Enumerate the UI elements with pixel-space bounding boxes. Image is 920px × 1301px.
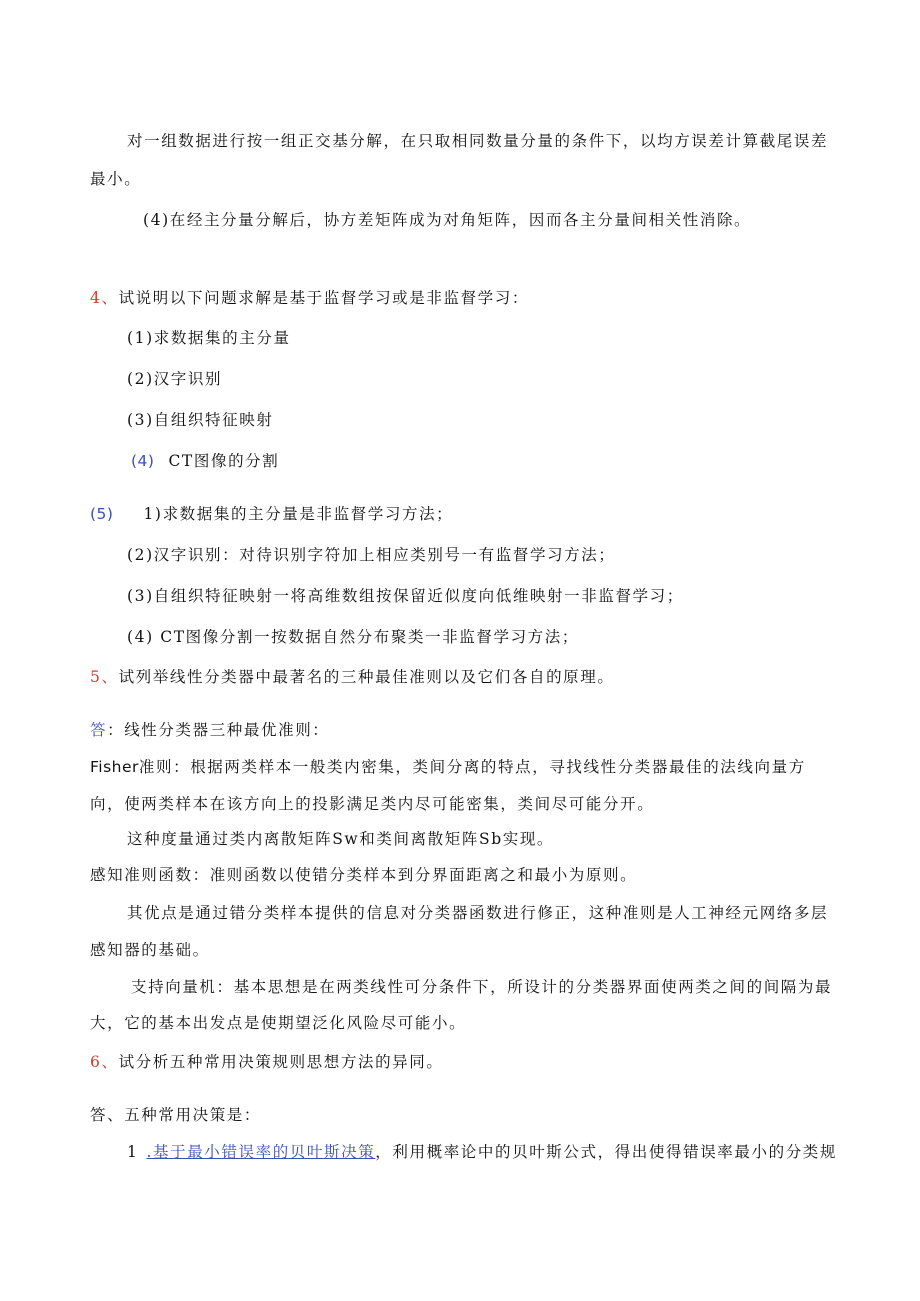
answer-6-item-number: 1: [127, 1143, 139, 1161]
question-4-item-4: [131, 450, 834, 472]
pca-paragraph-line-2: 最小。: [90, 170, 142, 188]
answer-5-intro-text: ：线性分类器三种最优准则：: [107, 721, 330, 739]
svm-line-1: 支持向量机：基本思想是在两类线性可分条件下，所设计的分类器界面使两类之间的间隔为最: [131, 978, 833, 996]
answer-4-number: (5): [90, 505, 114, 523]
answer-4-first: 1)求数据集的主分量是非监督学习方法；: [143, 505, 454, 523]
fisher-text-1: 准则：根据两类样本一般类内密集，类间分离的特点，寻找线性分类器最佳的法线向量方: [138, 758, 806, 776]
pca-point-4: (4)在经主分量分解后，协方差矩阵成为对角矩阵，因而各主分量间相关性消除。: [143, 211, 752, 229]
answer-4-line-1: [90, 503, 834, 525]
fisher-line-1: [90, 756, 834, 778]
fisher-line-3: 这种度量通过类内离散矩阵Sw和类间离散矩阵Sb实现。: [127, 830, 555, 848]
fisher-line-2: 向，使两类样本在该方向上的投影满足类内尽可能密集，类间尽可能分开。: [90, 795, 655, 813]
perceptron-line-1: 感知准则函数：准则函数以使错分类样本到分界面距离之和最小为原则。: [90, 866, 638, 884]
answer-5-label: 答: [90, 721, 108, 739]
question-4-item-4-text: CT图像的分割: [168, 452, 280, 470]
svm-line-2: 大，它的基本出发点是使期望泛化风险尽可能小。: [90, 1014, 467, 1032]
answer-4-item-3: (3)自组织特征映射一将高维数组按保留近似度向低维映射一非监督学习；: [127, 587, 684, 605]
question-6-number: 6、: [90, 1053, 119, 1071]
question-5-text: 试列举线性分类器中最著名的三种最佳准则以及它们各自的原理。: [118, 668, 615, 686]
question-4-item-2: (2)汉字识别: [127, 370, 223, 388]
perceptron-line-2: 其优点是通过错分类样本提供的信息对分类器函数进行修正，这种准则是人工神经元网络多层: [127, 904, 829, 922]
answer-6-item-1: [127, 1141, 837, 1163]
question-4-text: 试说明以下问题求解是基于监督学习或是非监督学习：: [118, 289, 529, 307]
question-4-item-4-number: (4): [131, 452, 155, 470]
fisher-label: Fisher: [90, 758, 139, 776]
question-5-number: 5、: [90, 668, 119, 686]
perceptron-line-3: 感知器的基础。: [90, 941, 210, 959]
answer-6-item-text: ，利用概率论中的贝叶斯公式，得出使得错误率最小的分类规: [375, 1143, 837, 1161]
question-4-item-1: (1)求数据集的主分量: [127, 329, 291, 347]
pca-paragraph-line-1: 对一组数据进行按一组正交基分解，在只取相同数量分量的条件下，以均方误差计算截尾误差: [127, 132, 829, 150]
question-4: [90, 287, 834, 309]
question-5: [90, 666, 834, 688]
answer-6-intro: 答、五种常用决策是：: [90, 1106, 262, 1124]
question-4-item-3: (3)自组织特征映射: [127, 411, 274, 429]
question-6-text: 试分析五种常用决策规则思想方法的异同。: [118, 1053, 444, 1071]
answer-4-item-2: (2)汉字识别：对待识别字符加上相应类别号一有监督学习方法；: [127, 546, 616, 564]
question-4-number: 4、: [90, 289, 119, 307]
answer-5-intro: [90, 719, 834, 741]
question-6: [90, 1051, 834, 1073]
bayes-min-error-link[interactable]: .基于最小错误率的贝叶斯决策: [146, 1143, 376, 1161]
answer-4-item-4: (4) CT图像分割一按数据自然分布聚类一非监督学习方法；: [127, 628, 579, 646]
